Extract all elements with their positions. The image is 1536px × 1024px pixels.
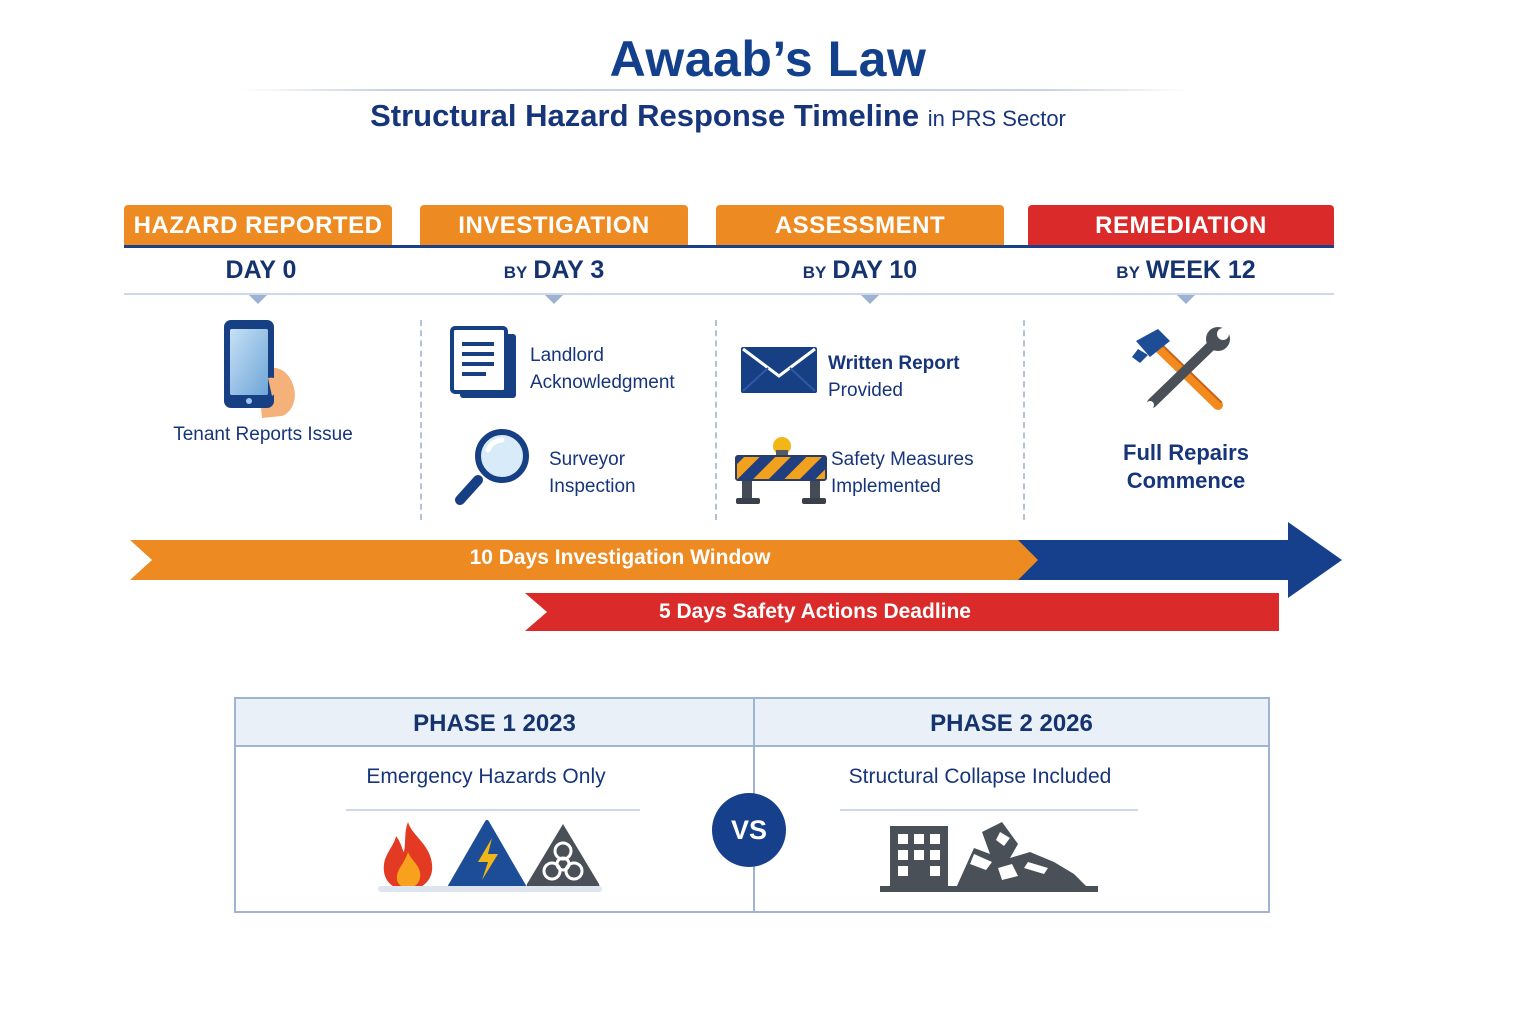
phase-2-rule	[840, 809, 1138, 811]
tenant-reports-label: Tenant Reports Issue	[173, 424, 353, 445]
full-repairs-line1: Full Repairs	[1123, 440, 1249, 465]
stage-underline	[124, 245, 1334, 248]
stage-day-10	[716, 252, 1004, 288]
pointer-icon	[861, 295, 879, 304]
stage-remediation: REMEDIATION	[1028, 205, 1334, 245]
stage-assessment: ASSESSMENT	[716, 205, 1004, 245]
full-repairs-line2: Commence	[1126, 468, 1246, 493]
safety-measures-label	[831, 446, 1011, 500]
stage-day-text-3: WEEK 12	[1145, 256, 1256, 284]
written-report-line1: Written Report	[828, 353, 960, 374]
subtitle-main: Structural Hazard Response Timeline	[370, 98, 920, 133]
column-divider	[420, 320, 422, 520]
surveyor-inspection-line1: Surveyor	[549, 449, 626, 470]
phone-icon	[218, 318, 302, 420]
subtitle-suffix: in PRS Sector	[927, 106, 1066, 131]
stage-by-2: BY	[802, 263, 827, 282]
stage-week-12	[1028, 252, 1344, 288]
page-title: Awaab’s Law	[609, 31, 927, 87]
document-icon	[450, 326, 520, 400]
biohazard-icon	[524, 820, 602, 890]
landlord-acknowledgment-line1: Landlord	[530, 345, 604, 366]
stage-day-text-1: DAY 3	[533, 256, 605, 284]
phase-1-title: PHASE 1 2023	[236, 699, 753, 747]
pointer-icon	[249, 295, 267, 304]
stage-by-1: BY	[503, 263, 528, 282]
phase-2-description: Structural Collapse Included	[848, 765, 1112, 788]
safety-measures-line2: Implemented	[831, 476, 941, 497]
landlord-acknowledgment-label	[530, 342, 710, 396]
fire-icon	[378, 820, 440, 892]
phase-1-icon-shadow	[378, 886, 602, 892]
written-report-line2: Provided	[828, 380, 903, 401]
phase-1-description: Emergency Hazards Only	[366, 765, 606, 788]
stage-day-text-2: DAY 10	[832, 256, 918, 284]
safety-measures-line1: Safety Measures	[831, 449, 974, 470]
pointer-icon	[545, 295, 563, 304]
stage-day-text-0: DAY 0	[225, 256, 297, 284]
magnifier-icon	[452, 428, 536, 508]
full-repairs-label	[1028, 439, 1344, 495]
surveyor-inspection-line2: Inspection	[549, 476, 636, 497]
tools-icon	[1130, 327, 1236, 417]
pointer-icon	[1177, 295, 1195, 304]
electric-hazard-icon	[448, 820, 526, 890]
stage-investigation: INVESTIGATION	[420, 205, 688, 245]
vs-badge: VS	[712, 793, 786, 867]
investigation-window-label: 10 Days Investigation Window	[469, 546, 771, 569]
phase-2-title: PHASE 2 2026	[755, 699, 1268, 747]
column-divider	[715, 320, 717, 520]
column-divider	[1023, 320, 1025, 520]
phase-1-rule	[346, 809, 640, 811]
safety-deadline-label: 5 Days Safety Actions Deadline	[658, 600, 971, 623]
title-divider	[240, 89, 1190, 91]
stage-hazard-reported: HAZARD REPORTED	[124, 205, 392, 245]
written-report-label	[828, 350, 1008, 404]
surveyor-inspection-label	[549, 446, 699, 500]
page-subtitle	[0, 98, 1436, 134]
stage-day-3	[420, 252, 688, 288]
stage-by-3: BY	[1116, 263, 1140, 282]
collapsed-building-icon	[878, 818, 1102, 894]
day-row-divider	[124, 293, 1334, 295]
landlord-acknowledgment-line2: Acknowledgment	[530, 372, 675, 393]
barrier-icon	[734, 436, 828, 506]
stage-day-0	[124, 252, 392, 288]
envelope-icon	[740, 346, 818, 394]
